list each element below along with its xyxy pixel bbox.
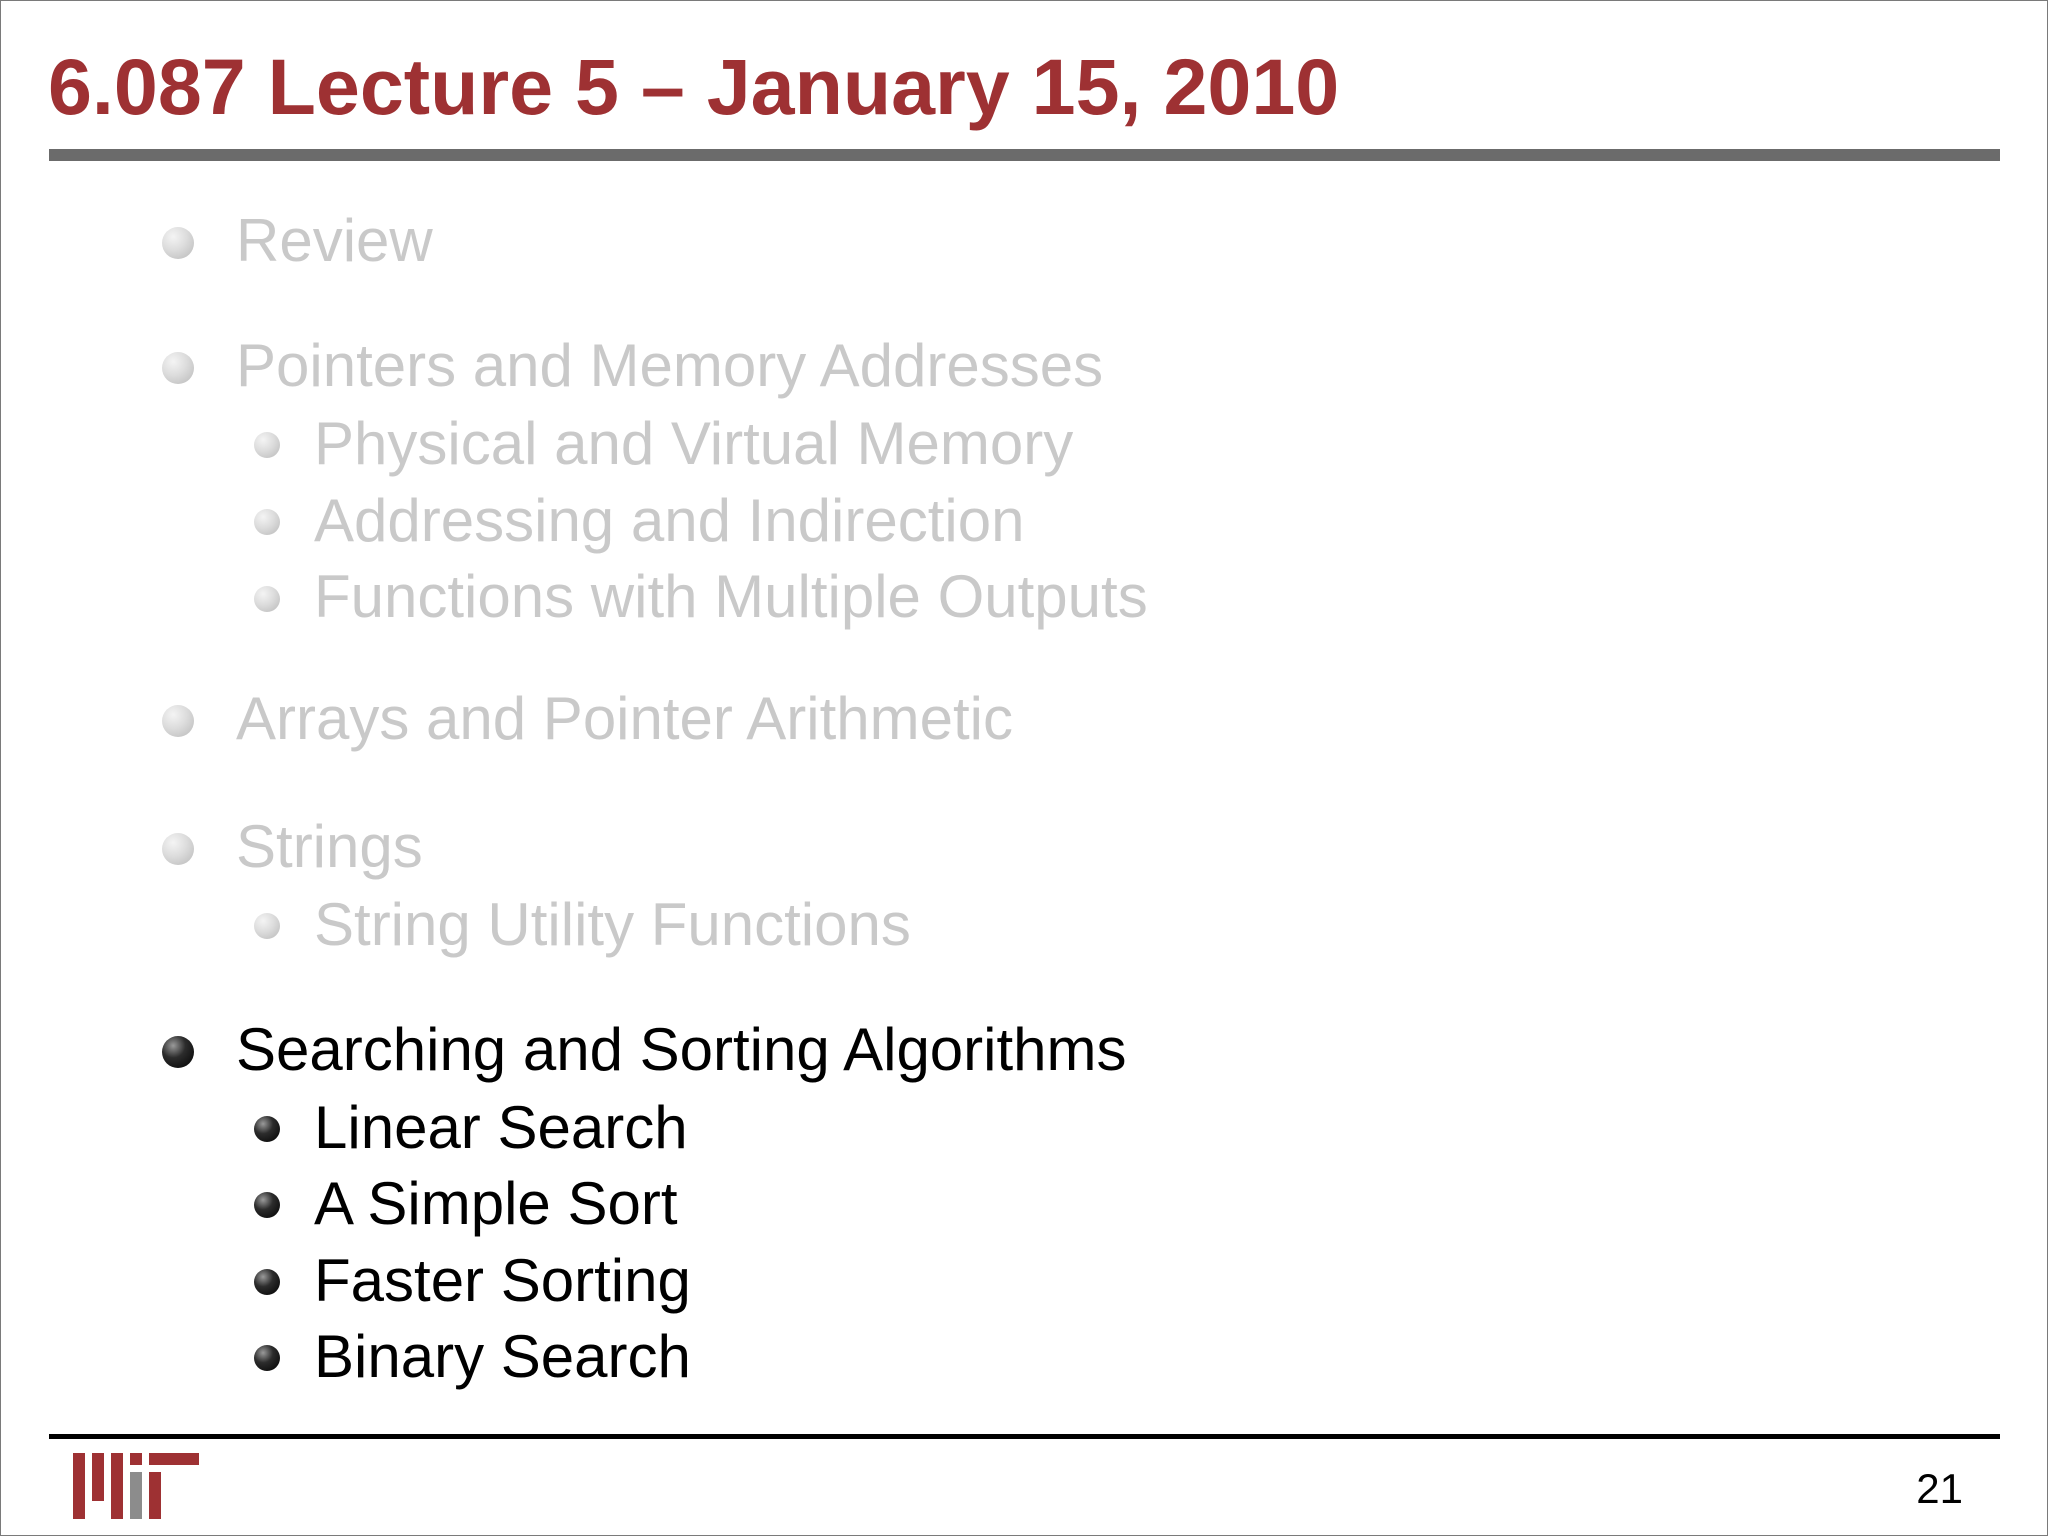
outline-item-pointers: Pointers and Memory Addresses <box>236 332 1104 399</box>
sub-bullet-icon <box>254 1116 280 1142</box>
outline-item-arrays: Arrays and Pointer Arithmetic <box>236 685 1013 752</box>
sub-bullet-icon <box>254 1345 280 1371</box>
bullet-icon <box>162 705 194 737</box>
outline-subitem-simple-sort: A Simple Sort <box>314 1170 678 1237</box>
sub-bullet-icon <box>254 586 280 612</box>
outline-subitem-addressing-indirection: Addressing and Indirection <box>314 487 1025 554</box>
sub-bullet-icon <box>254 432 280 458</box>
bullet-icon <box>162 352 194 384</box>
outline-subitem-physical-virtual-memory: Physical and Virtual Memory <box>314 410 1074 477</box>
outline-subitem-string-utility: String Utility Functions <box>314 891 911 958</box>
outline-item-strings: Strings <box>236 813 423 880</box>
outline-subitem-multiple-outputs: Functions with Multiple Outputs <box>314 563 1148 630</box>
lecture-outline <box>1 1 2047 1535</box>
sub-bullet-icon <box>254 1192 280 1218</box>
outline-subitem-faster-sorting: Faster Sorting <box>314 1247 691 1314</box>
bullet-icon <box>162 227 194 259</box>
bullet-icon <box>162 833 194 865</box>
bullet-icon <box>162 1036 194 1068</box>
outline-subitem-binary-search: Binary Search <box>314 1323 691 1390</box>
mit-logo-icon <box>73 1453 199 1519</box>
slide-title: 6.087 Lecture 5 – January 15, 2010 <box>48 42 1340 131</box>
outline-item-searching-sorting: Searching and Sorting Algorithms <box>236 1016 1127 1083</box>
page-number: 21 <box>1916 1465 1963 1512</box>
sub-bullet-icon <box>254 913 280 939</box>
sub-bullet-icon <box>254 509 280 535</box>
outline-subitem-linear-search: Linear Search <box>314 1094 688 1161</box>
footer-divider <box>49 1434 2000 1439</box>
outline-item-review: Review <box>236 207 433 274</box>
sub-bullet-icon <box>254 1269 280 1295</box>
